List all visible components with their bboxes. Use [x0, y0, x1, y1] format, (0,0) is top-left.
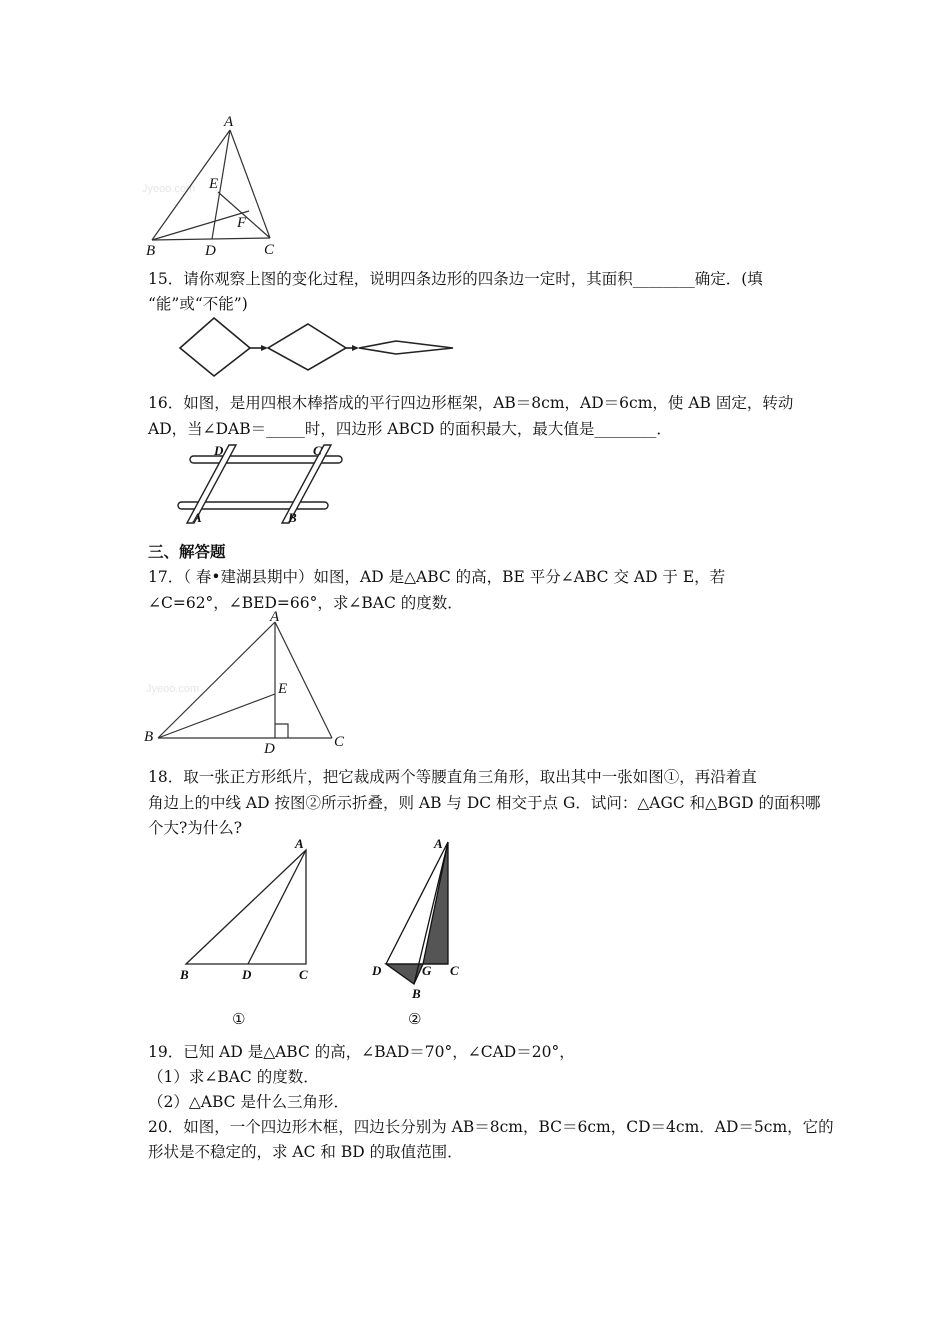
label-a: A [270, 609, 280, 625]
rhombus-shape [268, 324, 346, 370]
segment-bf [152, 211, 249, 240]
figure-triangle-q17 [140, 608, 350, 754]
label-c: C [450, 963, 459, 978]
edge-ac [275, 622, 332, 738]
q15-line-1: 15．请你观察上图的变化过程，说明四条边形的四条边一定时，其面积________确定．(填 [148, 270, 763, 288]
q15-line-2: “能”或“不能”) [148, 295, 248, 313]
label-b: B [146, 243, 156, 259]
edge-ac [230, 130, 270, 238]
label-b: B [144, 729, 154, 745]
label-a: A [295, 836, 304, 851]
label-a: A [193, 510, 202, 525]
q20-line-2: 形状是不稳定的，求 AC 和 BD 的取值范围． [148, 1143, 463, 1161]
q16-line-1: 16．如图，是用四根木棒搭成的平行四边形框架，AB＝8cm，AD＝6cm，使 AB 固定，转动 [148, 394, 794, 412]
flat-rhombus-shape [359, 341, 453, 354]
label-c: C [299, 967, 308, 982]
label-a: A [434, 836, 443, 851]
q17-line-1: 17．（ 春•建湖县期中）如图，AD 是△ABC 的高，BE 平分∠ABC 交 AD 于 E，若 [148, 568, 726, 586]
bisector-be [158, 694, 275, 738]
q19-line-3: （2）△ABC 是什么三角形． [148, 1093, 349, 1111]
q19-line-2: （1）求∠BAC 的度数． [148, 1068, 319, 1086]
label-f: F [237, 215, 247, 231]
label-d: D [214, 443, 224, 458]
label-b: B [412, 986, 421, 1001]
q17-line-2: ∠C=62°，∠BED=66°，求∠BAC 的度数． [148, 594, 463, 612]
label-d: D [205, 243, 216, 259]
q18-line-2: 角边上的中线 AD 按图②所示折叠，则 AB 与 DC 相交于点 G．试问：△AGC 和△BGD 的面积哪 [148, 794, 821, 812]
square-shape [180, 318, 250, 376]
label-e: E [278, 681, 288, 697]
q19-line-1: 19．已知 AD 是△ABC 的高，∠BAD＝70°，∠CAD＝20°， [148, 1043, 575, 1061]
arrowhead-2 [352, 345, 359, 351]
figure-fold-2 [364, 834, 474, 1032]
figure-triangle-abc-q14 [138, 112, 288, 260]
label-b: B [288, 510, 297, 525]
triangle-abc [186, 850, 306, 964]
label-a: A [224, 114, 234, 130]
caption-2: ② [408, 1010, 422, 1028]
label-d: D [372, 963, 382, 978]
label-c: C [334, 734, 345, 750]
watermark: Jyeoo.com [146, 683, 200, 695]
label-e: E [209, 176, 219, 192]
section-title: 三、解答题 [148, 542, 226, 561]
q18-line-1: 18．取一张正方形纸片，把它裁成两个等腰直角三角形，取出其中一张如图①，再沿着直 [148, 768, 757, 786]
figure-parallelogram-sticks [176, 440, 346, 526]
q18-line-3: 个大?为什么? [148, 819, 243, 837]
q16-line-2: AD，当∠DAB＝_____时，四边形 ABCD 的面积最大，最大值是________． [148, 420, 672, 438]
edge-ab [158, 622, 275, 738]
median-ad [248, 850, 306, 964]
label-d: D [264, 741, 275, 754]
q20-line-1: 20．如图，一个四边形木框，四边长分别为 AB＝8cm，BC＝6cm，CD＝4cm．AD＝5cm，它的 [148, 1118, 834, 1136]
label-b: B [180, 967, 189, 982]
figure-fold-1 [172, 834, 322, 1032]
figure-quadrilateral-sequence [178, 316, 460, 378]
arrowhead-1 [261, 345, 268, 351]
label-d: D [242, 967, 252, 982]
caption-1: ① [232, 1010, 246, 1028]
edge-bc [152, 238, 270, 240]
label-g: G [422, 963, 432, 978]
label-c: C [313, 443, 322, 458]
label-c: C [264, 242, 275, 258]
watermark: Jyeoo.com [142, 183, 196, 195]
right-angle-mark [275, 724, 288, 738]
